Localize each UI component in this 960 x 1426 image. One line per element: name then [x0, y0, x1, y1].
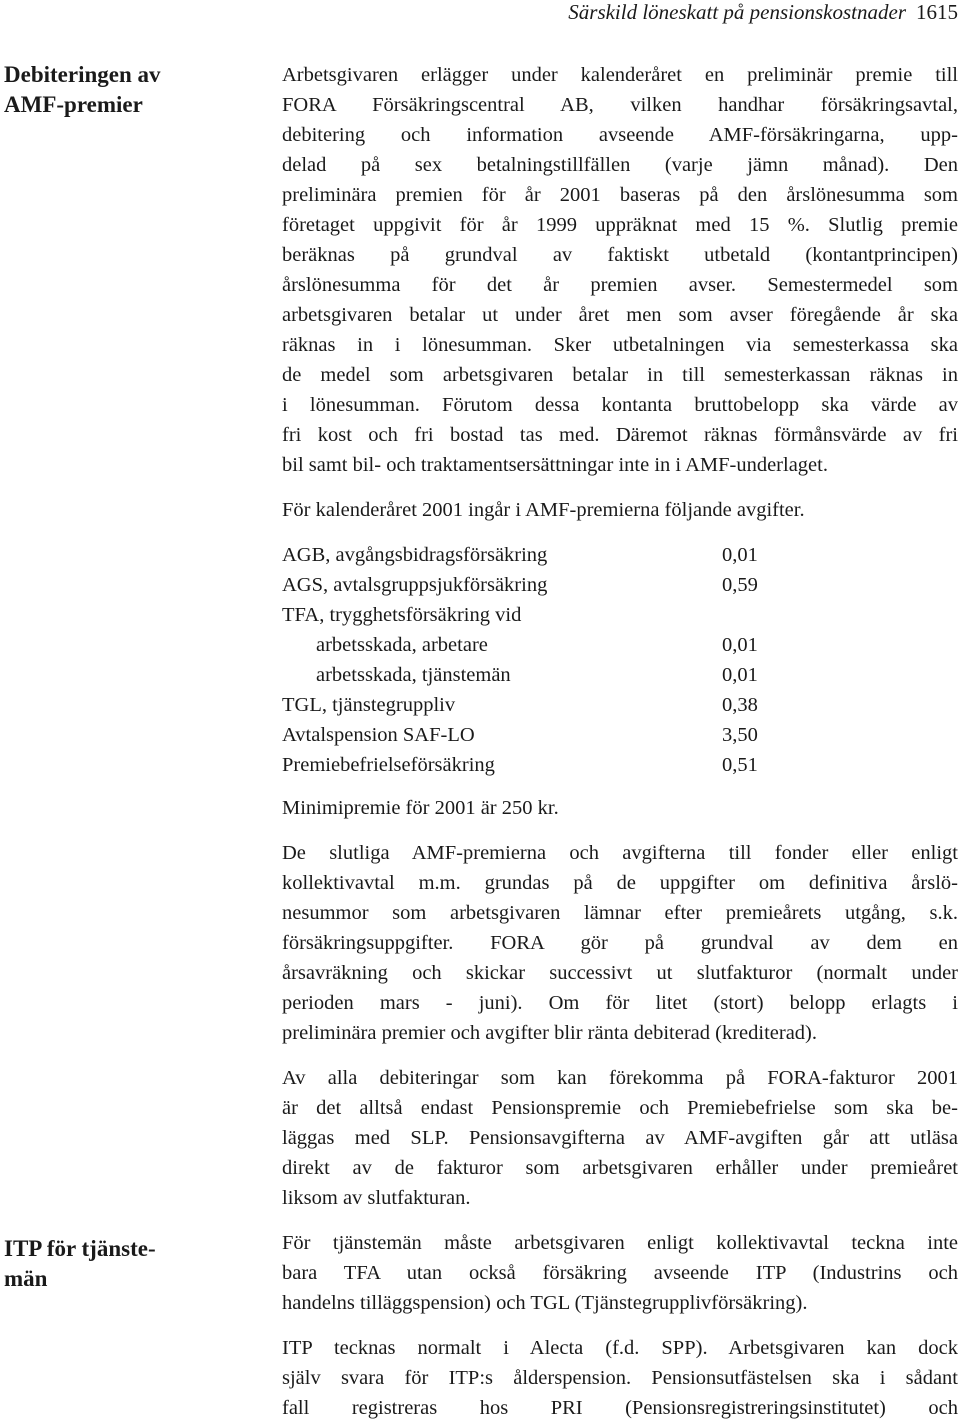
- fee-row: [282, 750, 782, 780]
- fee-label: Avtalspension SAF-LO: [282, 724, 475, 746]
- text-line: liksom av slutfakturan.: [282, 1187, 471, 1209]
- fee-row: [282, 570, 782, 600]
- paragraph-final-premiums: [282, 838, 958, 1048]
- text-line: bil samt bil- och traktamentsersättningar inte in i AMF-underlaget.: [282, 454, 828, 476]
- margin-heading-amf: [4, 60, 266, 120]
- running-header: [568, 0, 958, 26]
- fees-table: [282, 540, 782, 780]
- margin-heading-line: män: [4, 1266, 48, 1291]
- text-line: direkt av de fakturor som arbetsgivaren erhåller under premieåret: [282, 1157, 958, 1179]
- text-line: bara TFA utan också försäkring avseende ITP (Industrins och: [282, 1262, 958, 1284]
- text-line: handelns tilläggspension) och TGL (Tjänstegrupplivförsäkring).: [282, 1292, 808, 1314]
- text-line: Av alla debiteringar som kan förekomma på FORA-fakturor 2001: [282, 1067, 958, 1089]
- text-line: perioden mars - juni). Om för litet (stort) belopp erlagts i: [282, 992, 958, 1014]
- text-line: fall registreras hos PRI (Pensionsregistreringsinstitutet) och: [282, 1397, 958, 1419]
- margin-heading-line: AMF-premier: [4, 92, 143, 117]
- text-line: arbetsgivaren betalar ut under året men som avser föregående år ska: [282, 304, 958, 326]
- fee-label: TGL, tjänstegruppliv: [282, 694, 456, 716]
- text-line: För kalenderåret 2001 ingår i AMF-premierna följande avgifter.: [282, 499, 805, 521]
- fee-label: AGB, avgångsbidragsförsäkring: [282, 544, 548, 566]
- text-line: försäkringsuppgifter. FORA gör på grundval av dem en: [282, 932, 958, 954]
- fee-label: TFA, trygghetsförsäkring vid: [282, 604, 522, 626]
- running-header-title: Särskild löneskatt på pensionskostnader: [568, 0, 906, 24]
- fee-row: [282, 720, 782, 750]
- fee-row: [282, 630, 782, 660]
- fee-row: [282, 600, 782, 630]
- margin-heading-itp: [4, 1234, 266, 1294]
- text-line: kollektivavtal m.m. grundas på de uppgifter om definitiva årslö-: [282, 872, 958, 894]
- text-line: företaget uppgivit för år 1999 uppräknat med 15 %. Slutlig premie: [282, 214, 958, 236]
- fee-value: 0,38: [722, 694, 758, 716]
- text-line: ITP tecknas normalt i Alecta (f.d. SPP). Arbetsgivaren kan dock: [282, 1337, 958, 1359]
- fee-row: [282, 540, 782, 570]
- text-line: är det alltså endast Pensionspremie och Premiebefrielse som ska be-: [282, 1097, 958, 1119]
- fee-label: arbetsskada, arbetare: [316, 634, 488, 656]
- paragraph-itp-alecta: [282, 1333, 958, 1423]
- text-line: För tjänstemän måste arbetsgivaren enligt kollektivavtal teckna inte: [282, 1232, 958, 1254]
- text-line: nesummor som arbetsgivaren lämnar efter premieårets utgång, s.k.: [282, 902, 958, 924]
- text-line: debitering och information avseende AMF-försäkringarna, upp-: [282, 124, 958, 146]
- text-line: Arbetsgivaren erlägger under kalenderåret en preliminär premie till: [282, 64, 958, 86]
- fee-value: 0,01: [722, 664, 758, 686]
- paragraph-fees-intro: [282, 495, 958, 525]
- text-line: årsavräkning och skickar successivt ut slutfakturor (normalt under: [282, 962, 958, 984]
- margin-heading-line: Debiteringen av: [4, 62, 161, 87]
- fee-label: Premiebefrielseförsäkring: [282, 754, 495, 776]
- fee-value: 0,51: [722, 754, 758, 776]
- text-line: delad på sex betalningstillfällen (varje jämn månad). Den: [282, 154, 958, 176]
- text-line: de medel som arbetsgivaren betalar in till semesterkassan räknas in: [282, 364, 958, 386]
- text-line: preliminära premier och avgifter blir ränta debiterad (krediterad).: [282, 1022, 818, 1044]
- text-line: själv svara för ITP:s ålderspension. Pensionsutfästelsen ska i sådant: [282, 1367, 958, 1389]
- text-line: FORA Försäkringscentral AB, vilken handhar försäkringsavtal,: [282, 94, 958, 116]
- fee-value: 0,01: [722, 634, 758, 656]
- paragraph-minimum-premium: [282, 793, 958, 823]
- paragraph-amf-debitering: [282, 60, 958, 480]
- fee-label: AGS, avtalsgruppsjukförsäkring: [282, 574, 548, 596]
- fee-value: 3,50: [722, 724, 758, 746]
- text-line: Minimipremie för 2001 är 250 kr.: [282, 797, 559, 819]
- fee-label: arbetsskada, tjänstemän: [316, 664, 511, 686]
- fee-row: [282, 660, 782, 690]
- text-line: De slutliga AMF-premierna och avgifterna till fonder eller enligt: [282, 842, 958, 864]
- fee-value: 0,59: [722, 574, 758, 596]
- paragraph-itp-employees: [282, 1228, 958, 1318]
- page-number: 1615: [916, 0, 958, 24]
- text-line: fri kost och fri bostad tas med. Däremot räknas förmånsvärde av fri: [282, 424, 958, 446]
- text-line: beräknas på grundval av faktiskt utbetald (kontantprincipen): [282, 244, 958, 266]
- text-line: läggas med SLP. Pensionsavgifterna av AMF-avgiften går att utläsa: [282, 1127, 958, 1149]
- margin-heading-line: ITP för tjänste-: [4, 1236, 156, 1261]
- paragraph-fora-invoices: [282, 1063, 958, 1213]
- text-line: i lönesumman. Förutom dessa kontanta bruttobelopp ska värde av: [282, 394, 958, 416]
- fee-value: 0,01: [722, 544, 758, 566]
- text-line: räknas in i lönesumman. Sker utbetalningen via semesterkassa ska: [282, 334, 958, 356]
- fee-row: [282, 690, 782, 720]
- text-line: preliminära premien för år 2001 baseras på den årslönesumma som: [282, 184, 958, 206]
- text-line: årslönesumma för det år premien avser. Semestermedel som: [282, 274, 958, 296]
